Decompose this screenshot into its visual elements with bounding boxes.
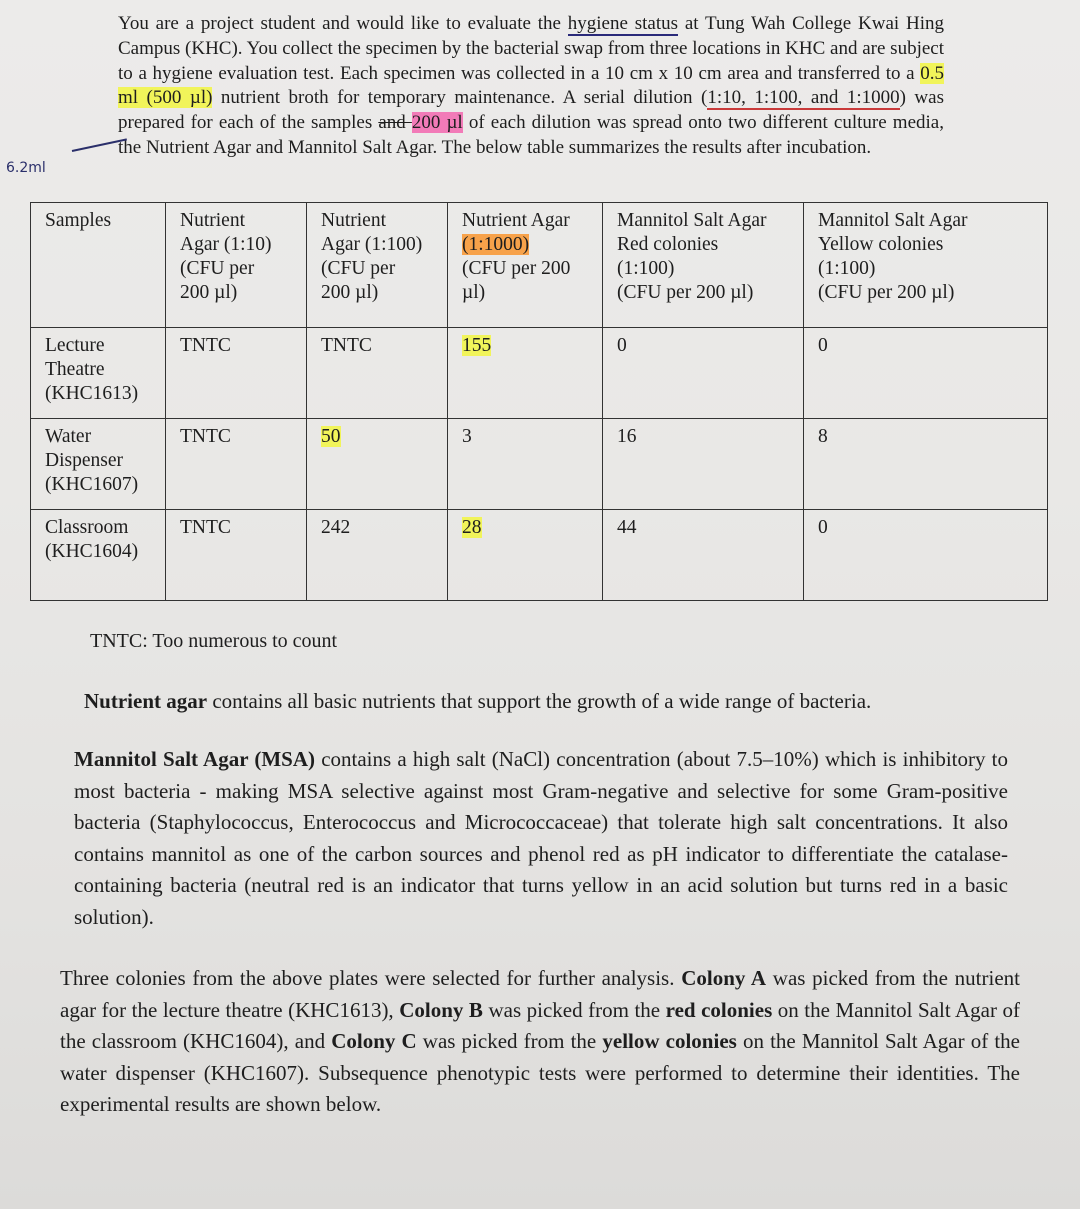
- margin-handwritten-note: 6.2ml: [6, 160, 46, 176]
- na-1-1000-cell: 28: [448, 510, 603, 601]
- na-1-100-cell: TNTC: [307, 328, 448, 419]
- msa-bold: Mannitol Salt Agar (MSA): [74, 747, 316, 771]
- colonies-paragraph: Three colonies from the above plates were selected for further analysis. Colony A was picked from the nutrient agar for the lecture theatre (KHC1613), Colony B was picked from the red colonies on the Mannitol Salt Agar of the classroom (KHC1604), and Colony C was picked from the yellow colonies on the Mannitol Salt Agar of the water dispenser (KHC1607). Subsequence phenotypic tests were performed to determine their identities. The experimental results are shown below.: [60, 966, 1021, 1116]
- na-1-1000-cell: 3: [448, 419, 603, 510]
- spread-volume-highlight: 200 µl: [411, 112, 463, 134]
- tntc-note: TNTC: Too numerous to count: [90, 630, 338, 652]
- header-msa-yellow: Mannitol Salt Agar Yellow colonies (1:100) (CFU per 200 µl): [804, 203, 1048, 328]
- header-nutrient-agar-1-1000: Nutrient Agar (1:1000) (CFU per 200 µl): [448, 203, 603, 328]
- hygiene-status-underlined: hygiene status: [567, 13, 679, 34]
- intro-text-3: nutrient broth for temporary maintenance. A serial dilution (: [212, 87, 708, 109]
- sample-cell: Lecture Theatre (KHC1613): [31, 328, 166, 419]
- colony-b-bold: Colony B: [399, 997, 483, 1022]
- sample-cell: Classroom (KHC1604): [31, 510, 166, 601]
- nutrient-agar-paragraph: [84, 686, 1004, 718]
- na-1-10-cell: TNTC: [166, 328, 307, 419]
- colony-c-bold: Colony C: [331, 1029, 417, 1053]
- msa-red-cell: 0: [603, 328, 804, 419]
- yellow-colonies-bold: yellow colonies: [602, 1029, 737, 1053]
- msa-yellow-cell: 8: [804, 419, 1048, 510]
- table-header-row: [31, 203, 1048, 328]
- header-samples: Samples: [31, 203, 166, 328]
- header-nutrient-agar-1-100: Nutrient Agar (1:100) (CFU per 200 µl): [307, 203, 448, 328]
- intro-text-1: You are a project student and would like to evaluate the: [118, 13, 568, 34]
- header-nutrient-agar-1-10: Nutrient Agar (1:10) (CFU per 200 µl): [166, 203, 307, 328]
- intro-text-4: ) was prepared for each of the samples: [118, 87, 944, 134]
- table-row: [31, 510, 1048, 601]
- red-colonies-bold: red colonies: [665, 997, 773, 1022]
- intro-text-5: of each dilution was spread onto two different culture media, the Nutrient Agar and Mannitol Salt Agar. The below table summarizes the results after incubation.: [118, 112, 944, 158]
- msa-yellow-cell: 0: [804, 328, 1048, 419]
- table-row: [31, 419, 1048, 510]
- broth-volume-highlight: 0.5 ml (500 µl): [118, 62, 944, 109]
- msa-paragraph: [74, 744, 1008, 933]
- msa-yellow-cell: 0: [804, 510, 1048, 601]
- na-1-10-cell: TNTC: [166, 419, 307, 510]
- results-table: [30, 202, 1048, 601]
- msa-red-cell: 44: [603, 510, 804, 601]
- intro-text-2: at Tung Wah College Kwai Hing Campus (KHC). You collect the specimen by the bacterial swap from three locations in KHC and are subject to a hygiene evaluation test. Each specimen was collected in a 10 cm x 10 cm area and transferred to a: [118, 13, 944, 84]
- msa-red-cell: 16: [603, 419, 804, 510]
- na-1-100-cell: 50: [307, 419, 448, 510]
- intro-paragraph: [118, 12, 944, 161]
- and-word: and: [378, 112, 412, 134]
- dilutions-underlined: 1:10, 1:100, and 1:1000: [707, 87, 900, 109]
- na-1-1000-cell: 155: [448, 328, 603, 419]
- header-msa-red: Mannitol Salt Agar Red colonies (1:100) (CFU per 200 µl): [603, 203, 804, 328]
- msa-text: contains a high salt (NaCl) concentration (about 7.5–10%) which is inhibitory to most bacteria - making MSA selective against most Gram-negative and selective for some Gram-positive bacteria (Staphylococcus, Enterococcus and Micrococcaceae) that tolerate high salt concentrations. It also contains mannitol as one of the carbon sources and phenol red as pH indicator to differentiate the catalase-containing bacteria (neutral red is an indicator that turns yellow in an acid solution but turns red in a basic solution).: [74, 747, 1009, 929]
- table-row: [31, 328, 1048, 419]
- nutrient-agar-text: contains all basic nutrients that support the growth of a wide range of bacteria.: [207, 689, 872, 713]
- colony-a-bold: Colony A: [681, 966, 767, 990]
- na-1-100-cell: 242: [307, 510, 448, 601]
- nutrient-agar-bold: Nutrient agar: [84, 689, 208, 713]
- na-1-10-cell: TNTC: [166, 510, 307, 601]
- sample-cell: Water Dispenser (KHC1607): [31, 419, 166, 510]
